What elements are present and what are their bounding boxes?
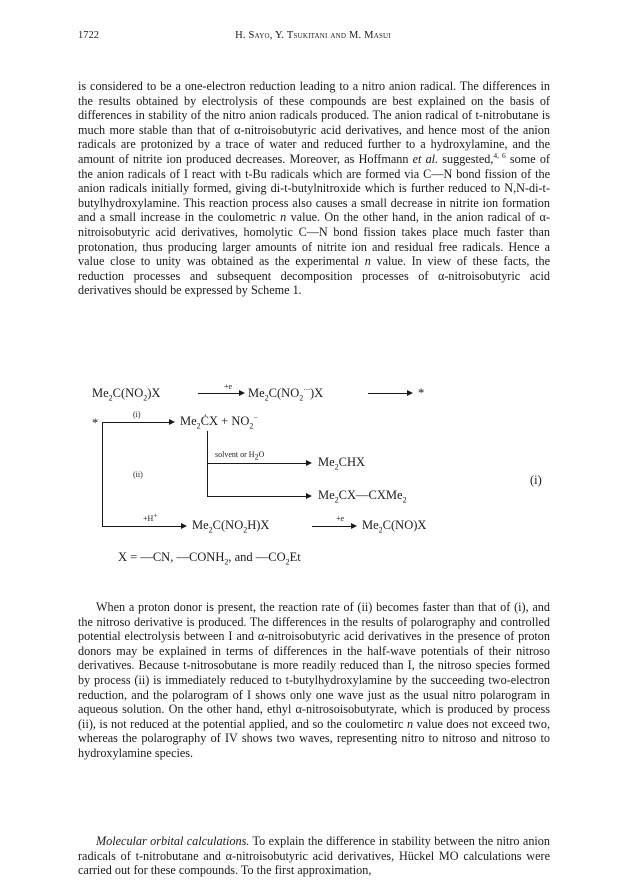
plus-electron-label: +e [224,382,233,391]
page-number: 1722 [78,30,99,41]
arrow-line [102,422,170,423]
path-label-i: (i) [133,410,141,419]
running-head-authors: H. Sayo, Y. Tsukitani and M. Masui [235,30,391,41]
substituent-definition: X = —CN, $—CONH_2$, and $—CO_2Et$ [118,550,301,567]
solvent-label: solvent or $H_2O$ [215,450,265,462]
product-dimer: $Me_2CX—CXMe_2$ [318,488,407,505]
plus-electron-label: +e [336,514,345,523]
page-header [78,30,548,46]
paragraph-3: Molecular orbital calculations. To explain the difference in stability between the nitro anion radicals of t-nitrobutane and α-nitroisobutyric acid derivatives, Hückel MO calculations were carried out for these compounds. To the first approximation, [78,834,550,878]
arrow-head [407,390,413,396]
protonated-intermediate: $Me_2C(NO_2H)X$ [192,518,270,535]
arrow-head [306,460,312,466]
path-label-ii: (ii) [133,470,143,479]
scheme-number: (i) [530,473,542,487]
arrow-line [207,496,307,497]
arrow-line [198,393,240,394]
arrow-line [312,526,352,527]
reactant-nitro-compound: $Me_2C(NO_2)X$ [92,386,161,403]
radical-and-nitrite: $Me_2ĊX + NO_2^-$ [180,412,258,431]
arrow-line [368,393,408,394]
arrow-head [239,390,245,396]
star-marker: * [92,416,99,430]
product-hydrogenated: $Me_2CHX$ [318,455,366,472]
arrow-line [102,526,182,527]
arrow-line [207,463,307,464]
arrow-head [181,523,187,529]
citation: 4, 6 [493,150,506,160]
star-marker: * [418,386,425,400]
section-heading: Molecular orbital calculations. [96,834,250,848]
arrow-head [169,419,175,425]
anion-radical: $Me_2C(NO_2^{\cdot-})X$ [248,384,324,403]
nitroso-product: $Me_2C(NO)X$ [362,518,427,535]
arrow-head [306,493,312,499]
arrow-head [351,523,357,529]
paragraph-1: is considered to be a one-electron reduction leading to a nitro anion radical. The differences in the results obtained by electrolysis of these compounds are best explained on the basis of differences in stability of the nitro anion radicals produced. The anion radical of t-nitrobutane is much more stable than that of α-nitroisobutyric acid derivatives, and hence most of the anion radicals are protonized by a trace of water and reduced further to a hydroxylamine, and the amount of nitrite ion produced decreases. Moreover, as Hoffmann et al. suggested,$^{4, 6}$ some of the anion radicals of I react with t-Bu radicals which are formed via C—N bond fission of the anion radicals initially formed, giving di-t-butylnitroxide which is further reduced to N,N-di-t-butylhydroxylamine. This reaction process also causes a small decrease in nitrite ion formation and a small increase in the coulometric n value. On the other hand, in the anion radical of α-nitroisobutyric acid derivatives, homolytic C—N bond fission takes place much faster than protonation, thus producing larger amounts of nitrite ion and residual free radicals. Hence a value close to unity was obtained as the experimental n value. In view of these facts, the reduction processes and subsequent decomposition processes of α-nitroisobutyric acid derivatives should be expressed by Scheme 1. [78,79,551,298]
plus-proton-label: +H+ [143,510,158,523]
branch-line [102,422,103,526]
paragraph-2: When a proton donor is present, the reaction rate of (ii) becomes faster than that of (i), and the nitroso derivative is produced. The differences in the results of polarography and controlled potential electrolysis between I and α-nitroisobutyric acid derivatives in the presence of proton donors may be explained in terms of differences in the half-wave potentials of their nitroso derivatives. Because t-nitrosobutane is more readily reduced than I, the nitroso species formed by process (ii) is immediately reduced to t-butylhydroxylamine by the succeeding two-electron reduction, and the polarogram of I shows only one wave just as the usual nitro polarogram in aqueous solution. On the other hand, ethyl α-nitrosoisobutyrate, which is produced by process (ii), is not reduced at the potential applied, and so the coulometirc n value does not exceed two, whereas the polarography of IV shows two waves, representing nitro to nitroso and nitroso to hydroxylamine species. [78,600,550,760]
